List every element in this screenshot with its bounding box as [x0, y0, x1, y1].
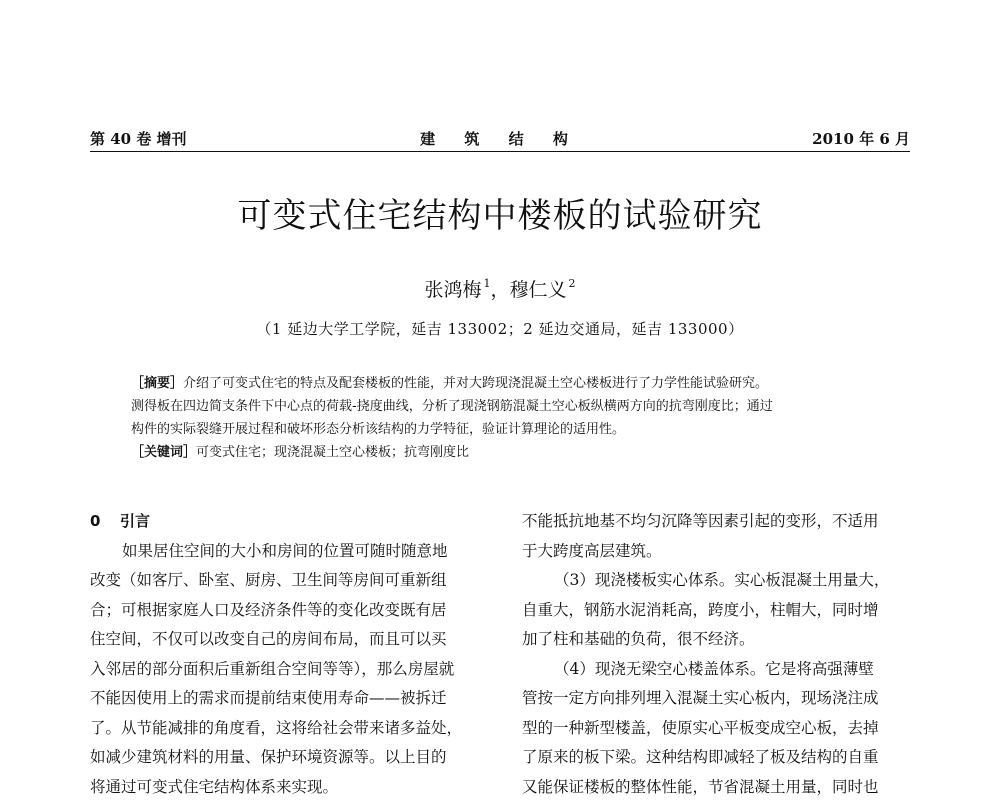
body-line: 加了柱和基础的负荷，很不经济。: [522, 625, 922, 655]
body-line: 不能因使用上的需求而提前结束使用寿命——被拆迁: [90, 684, 490, 714]
body-line: 住空间，不仅可以改变自己的房间布局，而且可以买: [90, 625, 490, 655]
issue-date: 2010 年 6 月: [812, 128, 910, 149]
body-column-right: [522, 507, 922, 802]
section-heading: [90, 507, 490, 537]
body-line: 不能抵抗地基不均匀沉降等因素引起的变形，不适用: [522, 507, 922, 537]
section-number: 0: [90, 507, 120, 537]
body-line: 将通过可变式住宅结构体系来实现。: [90, 773, 490, 802]
body-line: （3）现浇楼板实心体系。实心板混凝土用量大，: [522, 566, 922, 596]
body-line: 改变（如客厅、卧室、厨房、卫生间等房间可重新组: [90, 566, 490, 596]
body-line: 入邻居的部分面积后重新组合空间等等），那么房屋就: [90, 655, 490, 685]
section-title: 引言: [120, 512, 150, 530]
author-2-affil-mark: 2: [569, 277, 576, 290]
abstract-line: 构件的实际裂缝开展过程和破坏形态分析该结构的力学特征，验证计算理论的适用性。: [131, 418, 891, 441]
body-line: 如减少建筑材料的用量、保护环境资源等。以上目的: [90, 743, 490, 773]
journal-volume: 第 40 卷 增刊: [90, 128, 187, 149]
author-line: [0, 275, 1000, 302]
keywords-tag: ［关键词］: [131, 445, 196, 460]
abstract-text-1: 介绍了可变式住宅的特点及配套楼板的性能，并对大跨现浇混凝土空心楼板进行了力学性能试验研究。: [183, 376, 768, 391]
body-line: 了原来的板下梁。这种结构即减轻了板及结构的自重: [522, 743, 922, 773]
body-line: 自重大，钢筋水泥消耗高，跨度小，柱帽大，同时增: [522, 596, 922, 626]
abstract-line: [131, 372, 891, 395]
journal-name: 建 筑 结 构: [90, 128, 910, 149]
body-line: 于大跨度高层建筑。: [522, 537, 922, 567]
affiliations: （1 延边大学工学院，延吉 133002；2 延边交通局，延吉 133000）: [0, 318, 1000, 339]
paper-title: 可变式住宅结构中楼板的试验研究: [0, 188, 1000, 237]
author-2: 穆仁义: [510, 279, 567, 301]
header-rule: [90, 151, 910, 152]
abstract-block: [131, 372, 891, 464]
author-separator: ，: [490, 279, 509, 301]
body-line: 如果居住空间的大小和房间的位置可随时随意地: [90, 537, 490, 567]
body-line: 管按一定方向排列埋入混凝土实心板内，现场浇注成: [522, 684, 922, 714]
body-line: 合；可根据家庭人口及经济条件等的变化改变既有居: [90, 596, 490, 626]
body-column-left: [90, 507, 490, 802]
body-line: 了。从节能减排的角度看，这将给社会带来诸多益处，: [90, 714, 490, 744]
keywords-text: 可变式住宅；现浇混凝土空心楼板；抗弯刚度比: [196, 445, 469, 460]
body-line: （4）现浇无梁空心楼盖体系。它是将高强薄壁: [522, 655, 922, 685]
body-line: 又能保证楼板的整体性能，节省混凝土用量，同时也: [522, 773, 922, 802]
abstract-line: 测得板在四边简支条件下中心点的荷载-挠度曲线，分析了现浇钢筋混凝土空心板纵横两方向的抗弯刚度比；通过: [131, 395, 891, 418]
abstract-tag: ［摘要］: [131, 376, 183, 391]
body-line: 型的一种新型楼盖，使原实心平板变成空心板，去掉: [522, 714, 922, 744]
author-1: 张鸿梅: [424, 279, 481, 301]
author-1-affil-mark: 1: [483, 277, 490, 290]
keywords-line: [131, 441, 891, 464]
